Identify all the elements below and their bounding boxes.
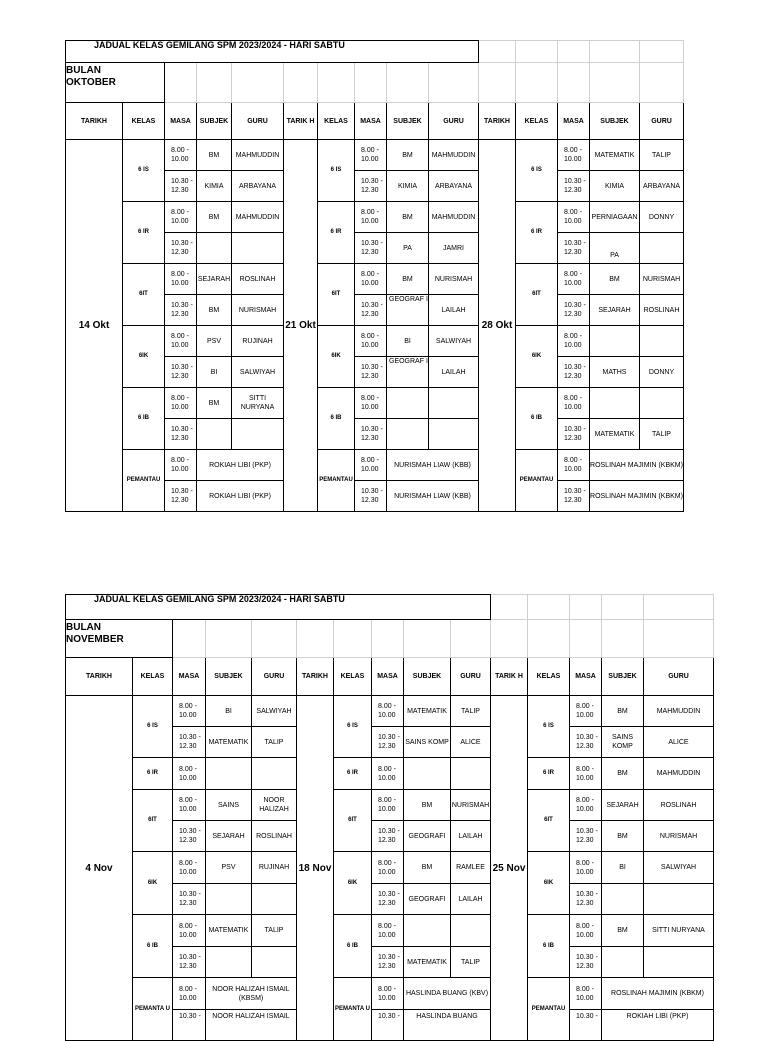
class-cell: 6 IB: [123, 388, 165, 450]
time-cell: 8.00 - 10.00: [372, 790, 404, 821]
time-cell: 10.30 - 12.30: [173, 884, 206, 915]
subject-cell: [197, 233, 232, 264]
pemantau-cell: NOOR HALIZAH ISMAIL: [206, 1010, 297, 1041]
col-header: KELAS: [133, 658, 173, 696]
subject-cell: MATEMATIK: [404, 696, 451, 727]
teacher-cell: [252, 884, 297, 915]
col-header: TARIKH: [66, 658, 133, 696]
subject-cell: MATEMATIK: [590, 419, 640, 450]
teacher-cell: [451, 758, 491, 790]
subject-cell: [206, 884, 252, 915]
col-header: GURU: [644, 658, 714, 696]
teacher-cell: [640, 233, 684, 264]
table-row: [66, 450, 684, 481]
time-cell: 8.00 - 10.00: [372, 852, 404, 884]
teacher-cell: [232, 233, 284, 264]
class-cell: 6 IB: [528, 915, 570, 978]
pemantau-cell: HASLINDA BUANG (KBV): [404, 978, 491, 1010]
time-cell: 8.00 - 10.00: [355, 450, 387, 481]
time-cell: 8.00 - 10.00: [558, 326, 590, 357]
time-cell: 10.30 - 12.30: [165, 171, 197, 202]
class-cell: 6 IB: [133, 915, 173, 978]
time-cell: 8.00 - 10.00: [355, 326, 387, 357]
pemantau-cell: ROKIAH LIBI (PKP): [602, 1010, 714, 1041]
pemantau-cell: ROSLINAH MAJIMIN (KBKM): [590, 481, 684, 512]
teacher-cell: [644, 947, 714, 978]
teacher-cell: NURISMAH: [232, 295, 284, 326]
time-cell: 8.00 - 10.00: [165, 326, 197, 357]
col-header: MASA: [558, 103, 590, 140]
subject-cell: BM: [197, 388, 232, 419]
time-cell: 10.30 - 12.30: [355, 357, 387, 388]
time-cell: 10.30 - 12.30: [165, 357, 197, 388]
class-cell: 6 IS: [334, 696, 372, 758]
col-header: KELAS: [318, 103, 355, 140]
table-row: [66, 978, 714, 1010]
time-cell: 10.30 - 12.30: [558, 357, 590, 388]
subject-cell: BM: [404, 852, 451, 884]
time-cell: 8.00 - 10.00: [173, 758, 206, 790]
teacher-cell: LAILAH: [451, 821, 491, 852]
class-cell: 6IK: [123, 326, 165, 388]
teacher-cell: [429, 388, 479, 419]
class-cell: PEMANTAU: [516, 450, 558, 512]
time-cell: 10.30 - 12.30: [558, 481, 590, 512]
col-header: MASA: [173, 658, 206, 696]
teacher-cell: SITTI NURYANA: [644, 915, 714, 947]
subject-cell: GEOGRAF I: [387, 357, 429, 388]
class-cell: 6IK: [318, 326, 355, 388]
teacher-cell: ROSLINAH: [640, 295, 684, 326]
subject-cell: [602, 947, 644, 978]
time-cell: 8.00 - 10.00: [165, 264, 197, 295]
time-cell: 8.00 - 10.00: [173, 790, 206, 821]
time-cell: 8.00 - 10.00: [570, 790, 602, 821]
time-cell: 10.30 - 12.30: [570, 947, 602, 978]
subject-cell: [590, 388, 640, 419]
teacher-cell: [640, 388, 684, 419]
class-cell: 6 IS: [133, 696, 173, 758]
class-cell: PEMANTA U: [334, 978, 372, 1041]
teacher-cell: TALIP: [640, 140, 684, 171]
class-cell: PEMANTAU: [318, 450, 355, 512]
subject-cell: BI: [197, 357, 232, 388]
teacher-cell: [644, 884, 714, 915]
time-cell: 10.30 - 12.30: [165, 233, 197, 264]
time-cell: 8.00 - 10.00: [372, 978, 404, 1010]
subject-cell: PERNIAGAAN: [590, 202, 640, 233]
col-header: SUBJEK: [404, 658, 451, 696]
pemantau-cell: ROKIAH LIBI (PKP): [197, 450, 284, 481]
teacher-cell: MAHMUDDIN: [644, 758, 714, 790]
class-cell: 6 IR: [133, 758, 173, 790]
teacher-cell: MAHMUDDIN: [429, 140, 479, 171]
teacher-cell: JAMRI: [429, 233, 479, 264]
subject-cell: GEOGRAFI: [404, 821, 451, 852]
time-cell: 8.00 - 10.00: [570, 758, 602, 790]
table-title: JADUAL KELAS GEMILANG SPM 2023/2024 - HARI SABTU: [66, 595, 491, 620]
col-header: KELAS: [334, 658, 372, 696]
subject-cell: [404, 758, 451, 790]
subject-cell: BM: [590, 264, 640, 295]
col-header: TARIKH: [297, 658, 334, 696]
teacher-cell: DONNY: [640, 202, 684, 233]
table-title: JADUAL KELAS GEMILANG SPM 2023/2024 - HARI SABTU: [66, 41, 479, 63]
subject-cell: SAINS KOMP: [404, 727, 451, 758]
teacher-cell: MAHMUDDIN: [232, 202, 284, 233]
time-cell: 8.00 - 10.00: [558, 140, 590, 171]
subject-cell: PA: [590, 233, 640, 264]
col-header: SUBJEK: [387, 103, 429, 140]
time-cell: 10.30 - 12.30: [173, 947, 206, 978]
teacher-cell: ARBAYANA: [429, 171, 479, 202]
table-row: [66, 388, 684, 419]
time-cell: 8.00 - 10.00: [558, 202, 590, 233]
col-header: KELAS: [123, 103, 165, 140]
col-header: MASA: [570, 658, 602, 696]
subject-cell: SAINS KOMP: [602, 727, 644, 758]
time-cell: 8.00 - 10.00: [165, 388, 197, 419]
time-cell: 8.00 - 10.00: [570, 852, 602, 884]
teacher-cell: NURISMAH: [429, 264, 479, 295]
teacher-cell: [451, 915, 491, 947]
teacher-cell: ROSLINAH: [232, 264, 284, 295]
time-cell: 10.30 - 12.30: [372, 821, 404, 852]
time-cell: 10.30 - 12.30: [165, 481, 197, 512]
teacher-cell: LAILAH: [429, 357, 479, 388]
schedule-table-oktober: [65, 40, 684, 512]
subject-cell: GEOGRAF I: [387, 295, 429, 326]
time-cell: 8.00 - 10.00: [372, 915, 404, 947]
class-cell: PEMANTAU: [528, 978, 570, 1041]
time-cell: 10.30 - 12.30: [355, 171, 387, 202]
teacher-cell: TALIP: [252, 727, 297, 758]
time-cell: 8.00 - 10.00: [570, 915, 602, 947]
class-cell: 6 IS: [123, 140, 165, 202]
col-header: GURU: [429, 103, 479, 140]
teacher-cell: ALICE: [644, 727, 714, 758]
table-row: [66, 696, 714, 727]
time-cell: 8.00 - 10.00: [165, 202, 197, 233]
subject-cell: BM: [387, 140, 429, 171]
time-cell: 10.30 - 12.30: [355, 233, 387, 264]
subject-cell: SAINS: [206, 790, 252, 821]
col-header: SUBJEK: [590, 103, 640, 140]
subject-cell: BI: [602, 852, 644, 884]
subject-cell: [404, 915, 451, 947]
col-header: GURU: [451, 658, 491, 696]
teacher-cell: [232, 419, 284, 450]
date-cell: 21 Okt: [284, 140, 318, 512]
subject-cell: [387, 388, 429, 419]
subject-cell: PSV: [197, 326, 232, 357]
subject-cell: BM: [404, 790, 451, 821]
pemantau-cell: HASLINDA BUANG: [404, 1010, 491, 1041]
col-header: TARIK H: [284, 103, 318, 140]
month-label: BULAN NOVEMBER: [66, 620, 173, 658]
header-row: [66, 658, 714, 696]
teacher-cell: TALIP: [451, 947, 491, 978]
time-cell: 8.00 - 10.00: [165, 450, 197, 481]
time-cell: 10.30 - 12.30: [165, 419, 197, 450]
table-row: [66, 326, 684, 357]
teacher-cell: ROSLINAH: [644, 790, 714, 821]
subject-cell: SEJARAH: [590, 295, 640, 326]
time-cell: 10.30 -: [372, 1010, 404, 1041]
class-cell: PEMANTAU: [123, 450, 165, 512]
col-header: MASA: [372, 658, 404, 696]
col-header: KELAS: [528, 658, 570, 696]
class-cell: 6IT: [516, 264, 558, 326]
subject-cell: BM: [197, 295, 232, 326]
time-cell: 8.00 - 10.00: [173, 852, 206, 884]
time-cell: 8.00 - 10.00: [372, 758, 404, 790]
date-cell: 25 Nov: [491, 696, 528, 1041]
class-cell: 6 IR: [528, 758, 570, 790]
class-cell: 6 IR: [516, 202, 558, 264]
header-row: [66, 103, 684, 140]
teacher-cell: SALWIYAH: [252, 696, 297, 727]
time-cell: 8.00 - 10.00: [173, 978, 206, 1010]
schedule-table-november: [65, 594, 714, 1041]
subject-cell: PSV: [206, 852, 252, 884]
class-cell: 6IT: [528, 790, 570, 852]
class-cell: 6 IR: [123, 202, 165, 264]
subject-cell: KIMIA: [387, 171, 429, 202]
time-cell: 8.00 - 10.00: [165, 140, 197, 171]
time-cell: 10.30 - 12.30: [372, 727, 404, 758]
teacher-cell: RAMLEE: [451, 852, 491, 884]
pemantau-cell: ROKIAH LIBI (PKP): [197, 481, 284, 512]
col-header: MASA: [165, 103, 197, 140]
time-cell: 10.30 -: [570, 1010, 602, 1041]
subject-cell: [206, 947, 252, 978]
table-row: [66, 264, 684, 295]
teacher-cell: RUJINAH: [252, 852, 297, 884]
subject-cell: BM: [602, 696, 644, 727]
subject-cell: [206, 758, 252, 790]
subject-cell: KIMIA: [590, 171, 640, 202]
subject-cell: [197, 419, 232, 450]
col-header: GURU: [252, 658, 297, 696]
time-cell: 10.30 - 12.30: [570, 821, 602, 852]
teacher-cell: NOOR HALIZAH: [252, 790, 297, 821]
class-cell: 6IK: [334, 852, 372, 915]
time-cell: 10.30 - 12.30: [173, 821, 206, 852]
time-cell: 10.30 - 12.30: [355, 295, 387, 326]
time-cell: 8.00 - 10.00: [372, 696, 404, 727]
col-header: KELAS: [516, 103, 558, 140]
teacher-cell: MAHMUDDIN: [429, 202, 479, 233]
time-cell: 10.30 - 12.30: [355, 481, 387, 512]
teacher-cell: TALIP: [451, 696, 491, 727]
class-cell: 6IT: [123, 264, 165, 326]
subject-cell: MATEMATIK: [206, 915, 252, 947]
teacher-cell: NURISMAH: [640, 264, 684, 295]
teacher-cell: DONNY: [640, 357, 684, 388]
time-cell: 10.30 - 12.30: [372, 884, 404, 915]
teacher-cell: [252, 758, 297, 790]
time-cell: 8.00 - 10.00: [355, 264, 387, 295]
time-cell: 8.00 - 10.00: [355, 202, 387, 233]
time-cell: 10.30 - 12.30: [165, 295, 197, 326]
class-cell: 6IT: [334, 790, 372, 852]
time-cell: 8.00 - 10.00: [355, 140, 387, 171]
subject-cell: BM: [602, 758, 644, 790]
time-cell: 10.30 - 12.30: [570, 727, 602, 758]
class-cell: 6IT: [133, 790, 173, 852]
teacher-cell: LAILAH: [429, 295, 479, 326]
teacher-cell: SALWIYAH: [232, 357, 284, 388]
subject-cell: BM: [387, 202, 429, 233]
subject-cell: MATHS: [590, 357, 640, 388]
time-cell: 8.00 - 10.00: [558, 264, 590, 295]
time-cell: 8.00 - 10.00: [173, 915, 206, 947]
subject-cell: SEJARAH: [197, 264, 232, 295]
col-header: SUBJEK: [206, 658, 252, 696]
teacher-cell: ARBAYANA: [640, 171, 684, 202]
table-row: [66, 758, 714, 790]
subject-cell: PA: [387, 233, 429, 264]
subject-cell: BI: [387, 326, 429, 357]
class-cell: 6 IB: [318, 388, 355, 450]
class-cell: 6 IR: [334, 758, 372, 790]
time-cell: 10.30 -: [173, 1010, 206, 1041]
teacher-cell: LAILAH: [451, 884, 491, 915]
time-cell: 8.00 - 10.00: [173, 696, 206, 727]
table-row: [66, 915, 714, 947]
time-cell: 8.00 - 10.00: [570, 978, 602, 1010]
class-cell: 6 IS: [528, 696, 570, 758]
subject-cell: SEJARAH: [206, 821, 252, 852]
teacher-cell: TALIP: [252, 915, 297, 947]
class-cell: 6 IS: [516, 140, 558, 202]
time-cell: 10.30 - 12.30: [355, 419, 387, 450]
teacher-cell: [252, 947, 297, 978]
teacher-cell: SITTI NURYANA: [232, 388, 284, 419]
table-row: [66, 202, 684, 233]
subject-cell: BM: [602, 821, 644, 852]
table-row: [66, 790, 714, 821]
time-cell: 8.00 - 10.00: [558, 388, 590, 419]
time-cell: 8.00 - 10.00: [558, 450, 590, 481]
teacher-cell: SALWIYAH: [644, 852, 714, 884]
time-cell: 10.30 - 12.30: [558, 233, 590, 264]
teacher-cell: NURISMAH: [644, 821, 714, 852]
subject-cell: BM: [387, 264, 429, 295]
date-cell: 28 Okt: [479, 140, 516, 512]
col-header: SUBJEK: [602, 658, 644, 696]
date-cell: 14 Okt: [66, 140, 123, 512]
subject-cell: KIMIA: [197, 171, 232, 202]
class-cell: 6IK: [133, 852, 173, 915]
pemantau-cell: NURISMAH LIAW (KBB): [387, 481, 479, 512]
subject-cell: GEOGRAFI: [404, 884, 451, 915]
time-cell: 10.30 - 12.30: [372, 947, 404, 978]
subject-cell: BM: [602, 915, 644, 947]
col-header: SUBJEK: [197, 103, 232, 140]
subject-cell: BM: [197, 140, 232, 171]
month-label: BULAN OKTOBER: [66, 63, 165, 103]
col-header: TARIKH: [66, 103, 123, 140]
teacher-cell: SALWIYAH: [429, 326, 479, 357]
pemantau-cell: ROSLINAH MAJIMIN (KBKM): [602, 978, 714, 1010]
subject-cell: [602, 884, 644, 915]
teacher-cell: MAHMUDDIN: [644, 696, 714, 727]
time-cell: 10.30 - 12.30: [570, 884, 602, 915]
subject-cell: [387, 419, 429, 450]
time-cell: 10.30 - 12.30: [558, 419, 590, 450]
subject-cell: MATEMATIK: [206, 727, 252, 758]
class-cell: 6 IS: [318, 140, 355, 202]
class-cell: 6 IB: [334, 915, 372, 978]
subject-cell: SEJARAH: [602, 790, 644, 821]
class-cell: 6IK: [516, 326, 558, 388]
time-cell: 10.30 - 12.30: [173, 727, 206, 758]
subject-cell: [590, 326, 640, 357]
col-header: GURU: [640, 103, 684, 140]
date-cell: 4 Nov: [66, 696, 133, 1041]
pemantau-cell: ROSLINAH MAJIMIN (KBKM): [590, 450, 684, 481]
time-cell: 10.30 - 12.30: [558, 295, 590, 326]
class-cell: 6IK: [528, 852, 570, 915]
table-row: [66, 852, 714, 884]
teacher-cell: NURISMAH: [451, 790, 491, 821]
teacher-cell: [429, 419, 479, 450]
teacher-cell: TALIP: [640, 419, 684, 450]
subject-cell: BM: [197, 202, 232, 233]
col-header: TARIKH: [479, 103, 516, 140]
teacher-cell: ALICE: [451, 727, 491, 758]
class-cell: 6 IB: [516, 388, 558, 450]
pemantau-cell: NURISMAH LIAW (KBB): [387, 450, 479, 481]
teacher-cell: RUJINAH: [232, 326, 284, 357]
teacher-cell: [640, 326, 684, 357]
col-header: TARIK H: [491, 658, 528, 696]
time-cell: 10.30 - 12.30: [558, 171, 590, 202]
class-cell: 6IT: [318, 264, 355, 326]
pemantau-cell: NOOR HALIZAH ISMAIL (KBSM): [206, 978, 297, 1010]
time-cell: 8.00 - 10.00: [570, 696, 602, 727]
teacher-cell: MAHMUDDIN: [232, 140, 284, 171]
class-cell: 6 IR: [318, 202, 355, 264]
time-cell: 8.00 - 10.00: [355, 388, 387, 419]
class-cell: PEMANTA U: [133, 978, 173, 1041]
subject-cell: MATEMATIK: [404, 947, 451, 978]
date-cell: 18 Nov: [297, 696, 334, 1041]
col-header: MASA: [355, 103, 387, 140]
table-row: [66, 140, 684, 171]
teacher-cell: ARBAYANA: [232, 171, 284, 202]
col-header: GURU: [232, 103, 284, 140]
teacher-cell: ROSLINAH: [252, 821, 297, 852]
subject-cell: MATEMATIK: [590, 140, 640, 171]
subject-cell: BI: [206, 696, 252, 727]
